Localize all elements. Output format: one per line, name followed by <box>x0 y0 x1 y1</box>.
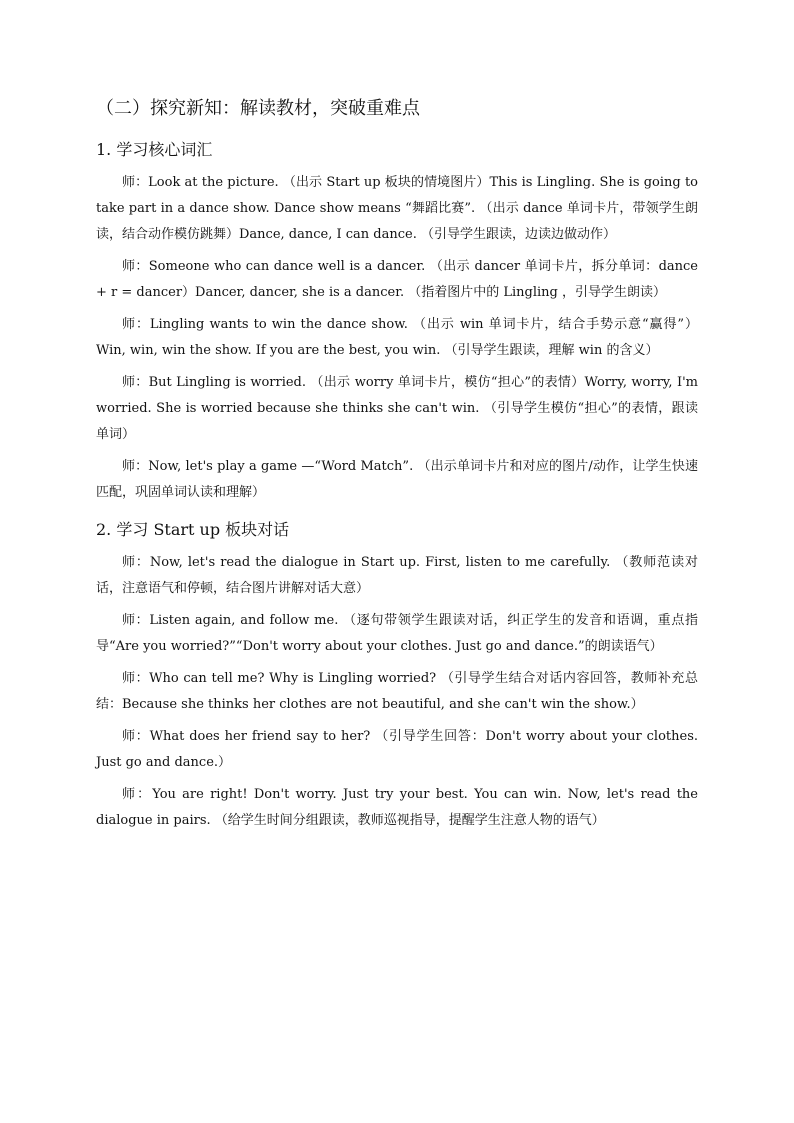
paragraph: 师：But Lingling is worried. （出示 worry 单词卡片，模仿“担心”的表情）Worry, worry, I'm worried. She is worried because she thinks she can't win. （引导学生模仿“担心”的表情，跟读单词） <box>96 375 698 442</box>
part1-title: 1. 学习核心词汇 <box>96 140 213 159</box>
document-content <box>96 96 698 840</box>
paragraph: 师：What does her friend say to her? （引导学生回答：Don't worry about your clothes. Just go and dance.） <box>96 729 698 770</box>
paragraph: 师：Now, let's read the dialogue in Start up. First, listen to me carefully. （教师范读对话，注意语气和停顿，结合图片讲解对话大意） <box>96 555 698 596</box>
paragraph: 师：Someone who can dance well is a dancer. （出示 dancer 单词卡片，拆分单词：dance + r = dancer）Dancer, dancer, she is a dancer. （指着图片中的 Lingling ，引导学生朗读） <box>96 259 698 300</box>
paragraph: 师：Who can tell me? Why is Lingling worried? （引导学生结合对话内容回答，教师补充总结：Because she thinks her clothes are not beautiful, and she can't win the show.） <box>96 671 698 712</box>
part2-title: 2. 学习 Start up 板块对话 <box>96 520 290 539</box>
paragraph: 师：Look at the picture. （出示 Start up 板块的情境图片）This is Lingling. She is going to take part in a dance show. Dance show means “舞蹈比赛”. （出示 dance 单词卡片，带领学生朗读，结合动作模仿跳舞）Dance, dance, I can dance. （引导学生跟读，边读边做动作） <box>96 175 698 242</box>
section-title: （二）探究新知：解读教材，突破重难点 <box>96 98 420 119</box>
paragraph: 师：Listen again, and follow me. （逐句带领学生跟读对话，纠正学生的发音和语调，重点指导“Are you worried?”“Don't worry about your clothes. Just go and dance.”的朗读语气） <box>96 613 698 654</box>
paragraph: 师：Now, let's play a game —“Word Match”. （出示单词卡片和对应的图片/动作，让学生快速匹配，巩固单词认读和理解） <box>96 459 698 500</box>
paragraph: 师：You are right! Don't worry. Just try your best. You can win. Now, let's read the dialogue in pairs. （给学生时间分组跟读，教师巡视指导，提醒学生注意人物的语气） <box>96 787 698 828</box>
paragraph: 师：Lingling wants to win the dance show. （出示 win 单词卡片，结合手势示意“赢得”）Win, win, win the show. If you are the best, you win. （引导学生跟读，理解 win 的含义） <box>96 317 698 358</box>
